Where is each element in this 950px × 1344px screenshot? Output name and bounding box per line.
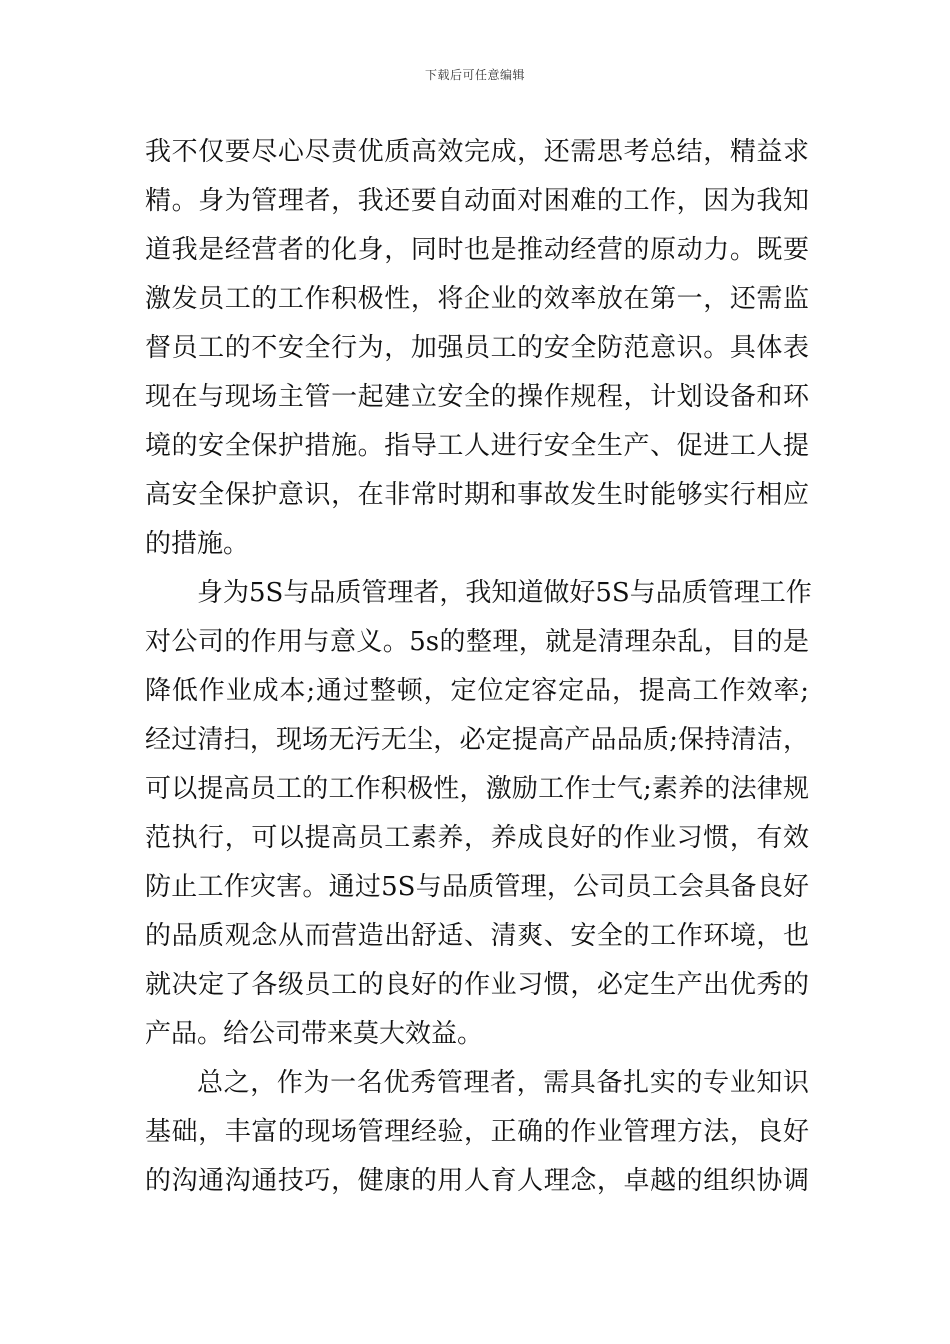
text-line: 高安全保护意识，在非常时期和事故发生时能够实行相应 — [145, 480, 809, 510]
text-line: 的措施。 — [145, 529, 250, 559]
text-line: 总之，作为一名优秀管理者，需具备扎实的专业知识 — [197, 1068, 809, 1098]
text-line: 经过清扫，现场无污无尘，必定提高产品品质;保持清洁， — [145, 725, 809, 755]
text-line: 境的安全保护措施。指导工人进行安全生产、促进工人提 — [145, 431, 809, 461]
text-line: 对公司的作用与意义。5s的整理，就是清理杂乱，目的是 — [145, 627, 809, 657]
text-line: 的沟通沟通技巧，健康的用人育人理念，卓越的组织协调 — [145, 1166, 809, 1196]
text-line: 防止工作灾害。通过5S与品质管理，公司员工会具备良好 — [145, 872, 809, 902]
text-line: 产品。给公司带来莫大效益。 — [145, 1019, 484, 1049]
text-line: 督员工的不安全行为，加强员工的安全防范意识。具体表 — [145, 333, 809, 363]
paragraph-3 — [145, 1059, 809, 1206]
text-line: 我不仅要尽心尽责优质高效完成，还需思考总结，精益求 — [145, 137, 809, 167]
text-line: 现在与现场主管一起建立安全的操作规程，计划设备和环 — [145, 382, 809, 412]
text-line: 范执行，可以提高员工素养，养成良好的作业习惯，有效 — [145, 823, 809, 853]
paragraph-1 — [145, 128, 809, 569]
text-line: 就决定了各级员工的良好的作业习惯，必定生产出优秀的 — [145, 970, 809, 1000]
text-line: 基础，丰富的现场管理经验，正确的作业管理方法，良好 — [145, 1117, 809, 1147]
text-line: 可以提高员工的工作积极性，激励工作士气;素养的法律规 — [145, 774, 809, 804]
page-header: 下载后可任意编辑 — [424, 68, 525, 82]
text-line: 精。身为管理者，我还要自动面对困难的工作，因为我知 — [145, 186, 809, 216]
paragraph-2 — [145, 569, 812, 1059]
text-line: 激发员工的工作积极性，将企业的效率放在第一，还需监 — [145, 284, 809, 314]
text-line: 身为5S与品质管理者，我知道做好5S与品质管理工作 — [197, 578, 812, 608]
text-line: 的品质观念从而营造出舒适、清爽、安全的工作环境，也 — [145, 921, 809, 951]
document-body — [145, 128, 812, 1206]
text-line: 道我是经营者的化身，同时也是推动经营的原动力。既要 — [145, 235, 809, 265]
text-line: 降低作业成本;通过整顿，定位定容定品，提高工作效率; — [145, 676, 809, 706]
